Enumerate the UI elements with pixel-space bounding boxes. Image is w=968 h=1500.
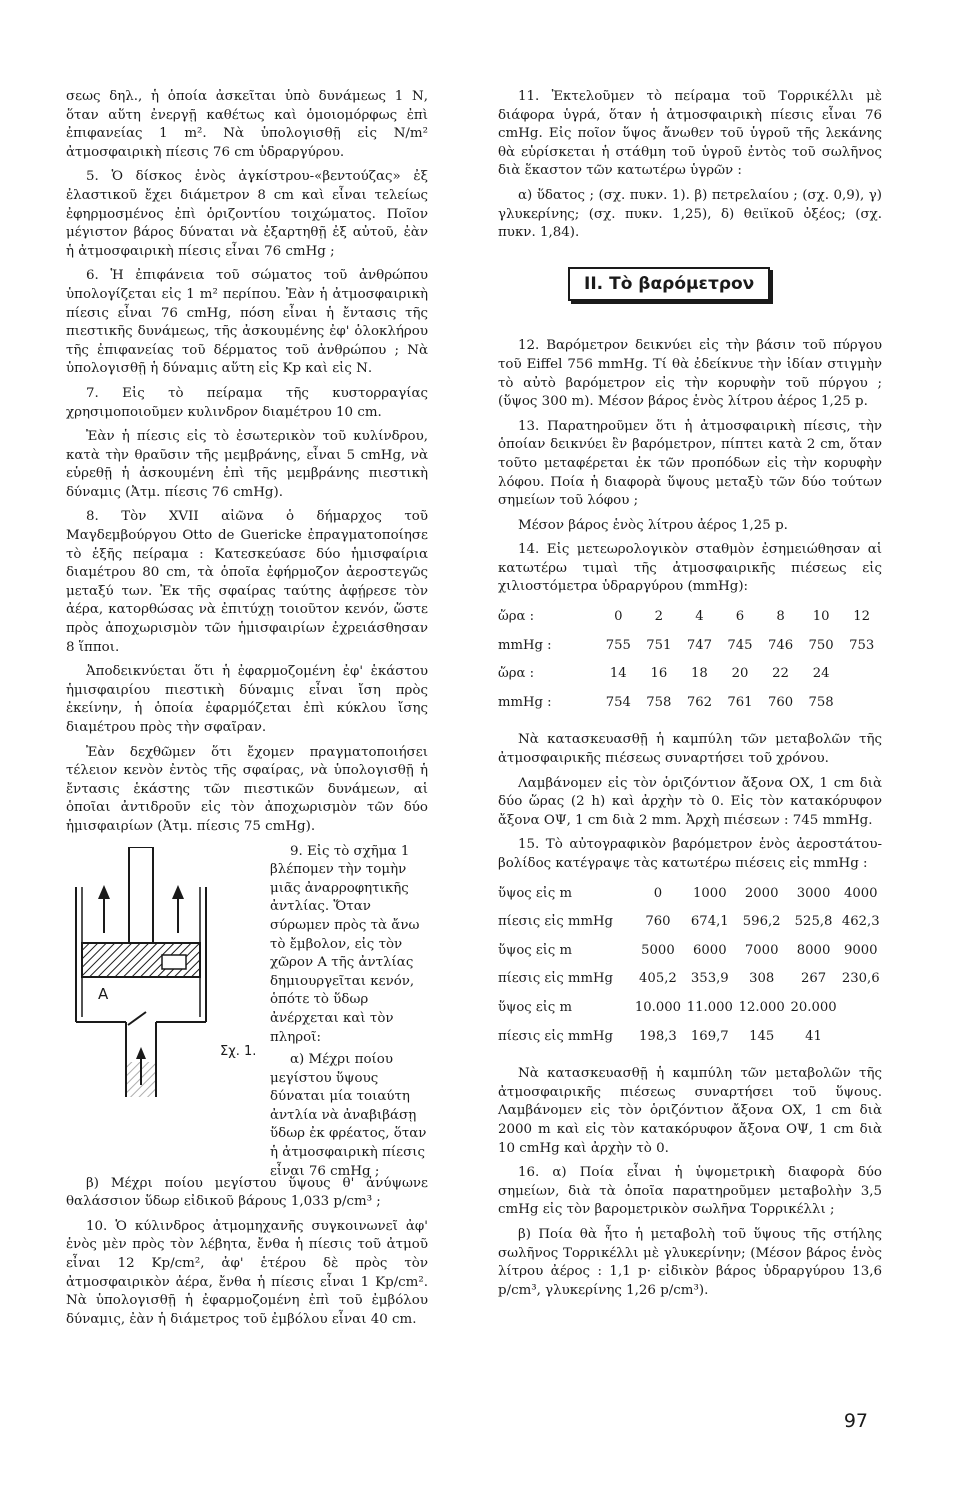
table-cell: 761 bbox=[727, 694, 753, 710]
exercise-13-note: Μέσον βάρος ἑνὸς λίτρου ἀέρος 1,25 p. bbox=[518, 517, 788, 533]
exercise-7-part-2: Ἐὰν ἡ πίεσις εἰς τὸ ἐσωτερικὸν τοῦ κυλίνδρου, κατὰ τὴν θραῦσιν τῆς μεμβράνης, εἶναι 5 cmHg, νὰ εὑρεθῇ ἡ ἀσκουμένη ἐπὶ τῆς μεμβράνης πιεστικὴ δύναμις (Ἀτμ. πίεσις 76 cmHg). bbox=[66, 429, 428, 500]
table-cell: 308 bbox=[749, 971, 775, 987]
row-label: mmHg : bbox=[498, 694, 552, 710]
table-row bbox=[498, 603, 882, 632]
table-cell: 20 bbox=[731, 666, 749, 682]
table-cell: 7000 bbox=[744, 942, 779, 958]
table-cell: 755 bbox=[605, 637, 631, 653]
table-cell: 14 bbox=[609, 666, 627, 682]
exercise-9-intro: 9. Εἰς τὸ σχῆμα 1 βλέπομεν τὴν τομὴν μιᾶς ἀναρροφητικῆς ἀντλίας. Ὅταν σύρωμεν πρὸς τὰ ἄνω τὸ ἔμβολον, εἰς τὸν χῶρον Α τῆς ἀντλίας δημιουργεῖται κενόν, ὁπότε τὸ ὕδωρ ἀνέρχεται καὶ τὸν πληροῖ: bbox=[270, 843, 420, 1045]
table-cell: 2000 bbox=[744, 885, 779, 901]
row-label: mmHg : bbox=[498, 637, 552, 653]
table-cell: 18 bbox=[691, 666, 708, 682]
table-cell: 230,6 bbox=[841, 971, 880, 987]
table-cell: 762 bbox=[686, 694, 712, 710]
table-cell: 24 bbox=[812, 666, 830, 682]
table-cell: 6 bbox=[735, 609, 745, 625]
paragraph-continuation: σεως δηλ., ἡ ὁποία ἀσκεῖται ὑπὸ δυνάμεως 1 Ν, ὅταν αὕτη ἐνεργῇ καθέτως καὶ ὁμοιομόρφως ἐπὶ ἐπιφανείας 1 m². Νὰ ὑπολογισθῇ εἰς N/m² ἀτμοσφαιρικὴ πίεσις 76 cm ὑδραργύρου. bbox=[66, 89, 428, 160]
exercise-6: 6. Ἡ ἐπιφάνεια τοῦ σώματος τοῦ ἀνθρώπου ὑπολογίζεται εἰς 1 m² περίπου. Ἐὰν ἡ ἀτμοσφαιρικὴ πίεσις εἶναι 76 cmHg, πόση εἶναι ἡ ἔντασις τῆς πιεστικῆς δυνάμεως, τῆς ἀσκουμένης ἐφ' ὁλοκλήρου τῆς ἐπιφανείας τοῦ δέρματος τοῦ ἀνθρώπου ; Νὰ ὑπολογισθῇ ἡ δύναμις αὕτη εἰς Kp καὶ εἰς Ν. bbox=[66, 268, 428, 377]
table-cell: 462,3 bbox=[841, 914, 880, 930]
table-cell: 11.000 bbox=[686, 999, 733, 1015]
exercise-8-part-1: 8. Τὸν XVII αἰῶνα ὁ δήμαρχος τοῦ Μαγδεμβούργου Otto de Guericke ἐπραγματοποίησε τὸ ἑξῆς πείραμα : Κατεσκεύασε δύο ἡμισφαίρια διαμέτρου 80 cm, τὰ ὁποῖα ἐφήρμοζον ἀεροστεγῶς μεταξύ των. Ἐκ τῆς σφαίρας ταύτης ἀφῄρεσε τὸν ἀέρα, κατορθώσας νὰ ἐπιτύχῃ τοιοῦτον κενόν, ὥστε πρὸς ἀποχωρισμὸν τῶν ἡμισφαιρίων ἐχρειάσθησαν 8 ἵπποι. bbox=[66, 509, 428, 655]
table-cell: 405,2 bbox=[639, 971, 677, 987]
table-cell: 596,2 bbox=[742, 914, 781, 930]
section-title-text: Τὸ βαρόμετρον bbox=[609, 273, 755, 294]
table-cell: 20.000 bbox=[790, 999, 837, 1015]
exercise-8-part-2: Ἀποδεικνύεται ὅτι ἡ ἐφαρμοζομένη ἐφ' ἑκάστου ἡμισφαιρίου πιεστικὴ δύναμις εἶναι ἴση πρὸς ἐκείνην, ἡ ὁποία ἐφαρμόζεται ἐπὶ κύκλου ἴσης διαμέτρου πρὸς τὴν σφαῖραν. bbox=[66, 664, 428, 735]
section-heading bbox=[568, 267, 770, 302]
table-row bbox=[498, 937, 882, 966]
section-number: II. bbox=[584, 273, 604, 294]
exercise-10: 10. Ὁ κύλινδρος ἀτμομηχανῆς συγκοινωνεῖ ἀφ' ἑνὸς μὲν πρὸς τὸν λέβητα, ἔνθα ἡ πίεσις τοῦ ἀτμοῦ εἶναι 12 Kp/cm², ἀφ' ἑτέρου δὲ πρὸς τὸν ἀτμοσφαιρικὸν ἀέρα, ἔνθα ἡ πίεσις εἶναι 1 Kp/cm². Νὰ ὑπολογισθῇ ἡ ἐφαρμοζομένη ἐπὶ τοῦ ἐμβόλου δύναμις, ἐὰν ἡ διάμετρος τοῦ ἐμβόλου εἶναι 40 cm. bbox=[66, 1218, 428, 1327]
table-cell: 12.000 bbox=[738, 999, 785, 1015]
exercise-14: 14. Εἰς μετεωρολογικὸν σταθμὸν ἐσημειώθησαν αἱ κατωτέρω τιμαὶ τῆς ἀτμοσφαιρικῆς πιέσεως εἰς χιλιοστόμετρα ὑδραργύρου (mmHg): bbox=[498, 542, 882, 595]
row-label: ὥρα : bbox=[498, 666, 535, 682]
row-label: ὕψος εἰς m bbox=[498, 885, 572, 901]
table-cell: 16 bbox=[650, 666, 668, 682]
table-cell: 760 bbox=[767, 694, 794, 710]
table-exercise-15 bbox=[498, 880, 882, 1052]
table-exercise-14 bbox=[498, 603, 882, 717]
exercise-16-a: 16. α) Ποία εἶναι ἡ ὑψομετρικὴ διαφορὰ δύο σημείων, διὰ τὰ ὁποῖα παρατηροῦμεν μεταβολὴν 3,5 cmHg εἰς τὸν βαρομετρικὸν σωλῆνα Τορρικέλλι ; bbox=[498, 1165, 882, 1218]
page-number: 97 bbox=[843, 1410, 868, 1432]
table-cell: 4000 bbox=[843, 885, 878, 901]
table-cell: 745 bbox=[727, 637, 753, 653]
table-cell: 754 bbox=[605, 694, 631, 710]
exercise-14-axes: Λαμβάνομεν εἰς τὸν ὁριζόντιον ἄξονα ΟΧ, 1 cm διὰ δύο ὥρας (2 h) καὶ ἀρχὴν τὸ 0. Εἰς τὸν κατακόρυφον ἄξονα ΟΨ, 1 cm διὰ 2 mm. Ἀρχὴ πιέσεων : 745 mmHg. bbox=[498, 775, 882, 828]
table-cell: 525,8 bbox=[794, 914, 833, 930]
row-label: ὕψος εἰς m bbox=[498, 942, 572, 958]
table-cell: 3000 bbox=[796, 885, 831, 901]
exercise-15: 15. Τὸ αὐτογραφικὸν βαρόμετρον ἑνὸς ἀεροστάτου-βολίδος κατέγραψε τὰς κατωτέρω πιέσεις εἰς mmHg : bbox=[498, 837, 882, 871]
exercise-16-b: β) Ποία θὰ ἦτο ἡ μεταβολὴ τοῦ ὕψους τῆς στήλης σωλῆνος Τορρικέλλι μὲ γλυκερίνην; (Μέσον βάρος ἑνὸς λίτρου ἀέρος : 1,1 p· εἰδικὸν βάρος ὑδραργύρου 13,6 p/cm³, γλυκερίνης 1,26 p/cm³). bbox=[498, 1226, 882, 1298]
table-cell bbox=[840, 994, 883, 1023]
exercise-9-text bbox=[270, 843, 428, 1186]
table-row bbox=[498, 880, 882, 909]
pump-diagram bbox=[66, 847, 216, 1097]
table-cell bbox=[840, 1023, 883, 1052]
table-row bbox=[498, 994, 882, 1023]
left-column bbox=[66, 88, 428, 1335]
table-cell: 4 bbox=[695, 609, 704, 625]
table-cell: 41 bbox=[805, 1028, 822, 1044]
figure-1-block bbox=[66, 843, 428, 1179]
table-cell: 674,1 bbox=[690, 914, 729, 930]
table-cell: 12 bbox=[853, 609, 871, 625]
table-cell: 0 bbox=[614, 609, 623, 625]
table-cell: 198,3 bbox=[639, 1028, 677, 1044]
table-cell: 747 bbox=[686, 637, 712, 653]
exercise-7-part-1: 7. Εἰς τὸ πείραμα τῆς κυστορραγίας χρησιμοποιοῦμεν κυλινδρον διαμέτρου 10 cm. bbox=[66, 385, 428, 420]
table-cell: 22 bbox=[772, 666, 789, 682]
exercise-9-b: β) Μέχρι ποίου μεγίστου ὕψους θ' ἀνύψωνε θαλάσσιον ὕδωρ εἰδικοῦ βάρους 1,033 p/cm³ ; bbox=[66, 1175, 428, 1210]
table-cell: 753 bbox=[849, 637, 875, 653]
table-row bbox=[498, 632, 882, 661]
figure-caption: Σχ. 1. bbox=[220, 1043, 257, 1059]
table-row bbox=[498, 660, 882, 689]
table-cell: 751 bbox=[646, 637, 672, 653]
table-cell: 145 bbox=[749, 1028, 775, 1044]
table-cell: 758 bbox=[646, 694, 672, 710]
table-row bbox=[498, 1023, 882, 1052]
row-label: ὥρα : bbox=[498, 609, 535, 625]
table-cell: 746 bbox=[767, 637, 794, 653]
table-cell bbox=[841, 660, 882, 689]
table-cell: 760 bbox=[645, 914, 671, 930]
exercise-5: 5. Ὁ δίσκος ἑνὸς ἀγκίστρου-«βεντούζας» ἐξ ἐλαστικοῦ ἔχει διάμετρον 8 cm καὶ εἶναι τελείως ἐφηρμοσμένος ἐπὶ ὁριζοντίου τοιχώματος. Ποῖον μέγιστον βάρος δύναται νὰ ἐξαρτηθῇ ἐξ αὐτοῦ, ἐὰν ἡ ἀτμοσφαιρικὴ πίεσις εἶναι 76 cmHg ; bbox=[66, 169, 428, 259]
exercise-15-task: Νὰ κατασκευασθῇ ἡ καμπύλη τῶν μεταβολῶν τῆς ἀτμοσφαιρικῆς πιέσεως συναρτήσει τοῦ ὕψους. Λαμβάνομεν εἰς τὸν ὁριζόντιον ἄξονα ΟΧ, 1 cm διὰ 2000 m καὶ εἰς τὸν κατακόρυφον ἄξονα ΟΨ, 1 cm διὰ 10 cmHg καὶ ἀρχὴν τὸ 0. bbox=[498, 1066, 882, 1156]
table-cell: 9000 bbox=[843, 942, 878, 958]
table-cell: 8000 bbox=[796, 942, 831, 958]
exercise-8-part-3: Ἐὰν δεχθῶμεν ὅτι ἔχομεν πραγματοποιήσει τέλειον κενὸν ἐντὸς τῆς σφαίρας, νὰ ὑπολογισθῇ ἡ ἔντασις ἑκάστης τῶν πιεστικῶν δυνάμεων, αἱ ὁποῖαι ἀντιδροῦν εἰς τὸν ἀποχωρισμὸν τῶν δύο ἡμισφαιρίων (Ἀτμ. πίεσις 75 cmHg). bbox=[66, 744, 428, 834]
row-label: πίεσις εἰς mmHg bbox=[498, 971, 613, 987]
exercise-11: 11. Ἐκτελοῦμεν τὸ πείραμα τοῦ Τορρικέλλι μὲ διάφορα ὑγρά, ὅταν ἡ ἀτμοσφαιρικὴ πίεσις εἶναι 76 cmHg. Εἰς ποῖον ὕψος ἄνωθεν τοῦ ὑγροῦ τῆς λεκάνης θὰ εὑρίσκεται ἡ στάθμη τοῦ ὑγροῦ ἐντὸς τοῦ σωλῆνος διὰ ἕκαστον τῶν κατωτέρω ὑγρῶν : bbox=[498, 89, 882, 179]
exercise-14-task: Νὰ κατασκευασθῇ ἡ καμπύλη τῶν μεταβολῶν τῆς ἀτμοσφαιρικῆς πιέσεως συναρτήσει τοῦ χρόνου. bbox=[498, 732, 882, 767]
chamber-label-a: A bbox=[98, 984, 109, 1003]
exercise-13: 13. Παρατηροῦμεν ὅτι ἡ ἀτμοσφαιρικὴ πίεσις, τὴν ὁποίαν δεικνύει ἓν βαρόμετρον, πίπτει κατὰ 2 cm, ὅταν τοῦτο μεταφέρεται ἐκ τῶν προπόδων εἰς τὴν κορυφὴν λόφου. Ποία ἡ διαφορὰ ὕψους μεταξὺ τῶν δύο τούτων σημείων τοῦ λόφου ; bbox=[498, 418, 882, 509]
row-label: ὕψος εἰς m bbox=[498, 999, 572, 1015]
table-cell bbox=[841, 689, 882, 718]
table-cell: 267 bbox=[800, 971, 827, 987]
table-cell: 750 bbox=[808, 637, 834, 653]
table-cell: 353,9 bbox=[690, 971, 729, 987]
right-column bbox=[498, 88, 882, 1306]
row-label: πίεσις εἰς mmHg bbox=[498, 914, 613, 930]
table-cell: 8 bbox=[776, 609, 785, 625]
table-cell: 6000 bbox=[693, 942, 727, 958]
table-cell: 758 bbox=[808, 694, 834, 710]
table-row bbox=[498, 908, 882, 937]
table-cell: 2 bbox=[654, 609, 664, 625]
exercise-11-options: α) ὕδατος ; (σχ. πυκν. 1). β) πετρελαίου ; (σχ. 0,9), γ) γλυκερίνης; (σχ. πυκν. 1,25), δ) θειϊκοῦ ὀξέος; (σχ. πυκν. 1,84). bbox=[498, 187, 882, 241]
exercise-12: 12. Βαρόμετρον δεικνύει εἰς τὴν βάσιν τοῦ πύργου τοῦ Eiffel 756 mmHg. Τί θὰ ἐδείκνυε τὴν ἰδίαν στιγμὴν τὸ αὐτὸ βαρόμετρον εἰς τὴν κορυφὴν τοῦ πύργου ; (ὕψος 300 m). Μέσον βάρος ἑνὸς λίτρου ἀέρος 1,25 p. bbox=[498, 338, 882, 410]
table-cell: 10.000 bbox=[634, 999, 682, 1015]
table-row bbox=[498, 689, 882, 718]
table-cell: 1000 bbox=[693, 885, 727, 901]
exercise-9-a: α) Μέχρι ποίου μεγίστου ὕψους δύναται μία τοιαύτη ἀντλία νὰ ἀναβιβάσῃ ὕδωρ ἐκ φρέατος, ὅταν ἡ ἀτμοσφαιρικὴ πίεσις εἶναι 76 cmHg ; bbox=[270, 1052, 427, 1179]
table-cell: 10 bbox=[812, 609, 830, 625]
table-cell: 5000 bbox=[641, 942, 675, 958]
table-cell: 0 bbox=[653, 885, 663, 901]
row-label: πίεσις εἰς mmHg bbox=[498, 1028, 613, 1044]
table-row bbox=[498, 965, 882, 994]
table-cell: 169,7 bbox=[690, 1028, 729, 1044]
